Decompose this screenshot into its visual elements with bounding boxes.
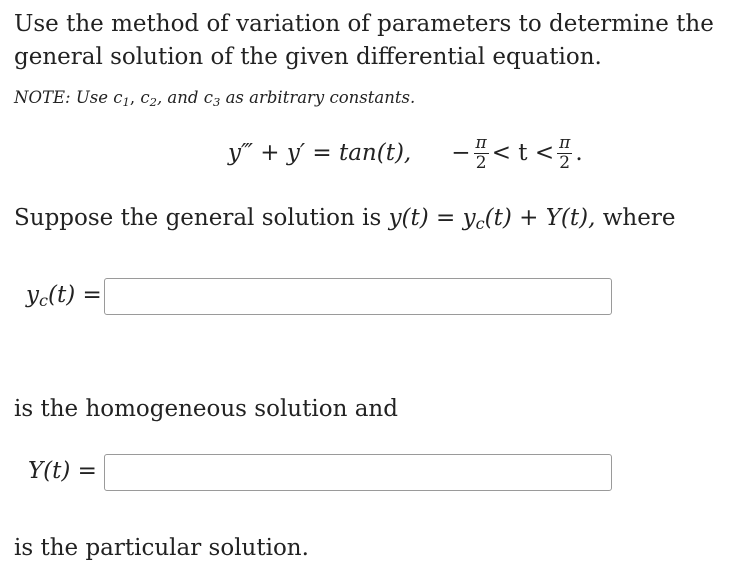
interval-minus: − [451, 140, 471, 166]
suppose-text: Suppose the general solution is [14, 205, 382, 231]
Y-label-text: Y(t) = [28, 458, 97, 484]
suppose-formula-rest: (t) + Y(t), [484, 205, 596, 231]
yc-label-y: y [26, 282, 39, 308]
equation-lhs: y‴ + y′ = tan(t), [228, 140, 412, 166]
yc-label-sub: c [39, 291, 49, 311]
note-sep1: , [129, 88, 136, 107]
homogeneous-text: is the homogeneous solution and [14, 396, 398, 422]
note-sep2: , and [156, 88, 199, 107]
note-c2: c [140, 88, 150, 107]
note-c1: c [113, 88, 123, 107]
general-solution-statement [14, 205, 675, 233]
note-prefix: NOTE: Use [14, 88, 108, 107]
frac-numerator: π [475, 132, 487, 153]
differential-equation [228, 128, 583, 178]
suppose-formula-sub: c [475, 214, 485, 234]
note-suffix: as arbitrary constants. [225, 88, 416, 107]
yc-answer-input[interactable] [104, 278, 612, 315]
suppose-formula: y(t) = y [388, 205, 476, 231]
frac-denominator: 2 [475, 152, 487, 173]
particular-text: is the particular solution. [14, 535, 309, 561]
frac2-denominator: 2 [559, 152, 571, 173]
note-c3-sub: 3 [212, 94, 221, 109]
note-line [14, 88, 415, 109]
note-c2-sub: 2 [149, 94, 157, 109]
note-c1-sub: 1 [122, 94, 130, 109]
pi-over-2-left [474, 134, 489, 173]
note-c3: c [203, 88, 213, 107]
suppose-where: where [602, 205, 676, 231]
frac2-numerator: π [559, 132, 571, 153]
interval-inequality: < t < [491, 140, 555, 166]
yc-label [26, 282, 102, 310]
pi-over-2-right [557, 134, 572, 173]
yc-label-rest: (t) = [48, 282, 102, 308]
Y-answer-input[interactable] [104, 454, 612, 491]
equation-period: . [575, 140, 583, 166]
Y-label [28, 458, 97, 484]
problem-intro: Use the method of variation of parameters to determine the general solution of the given differential equation. [14, 11, 714, 70]
